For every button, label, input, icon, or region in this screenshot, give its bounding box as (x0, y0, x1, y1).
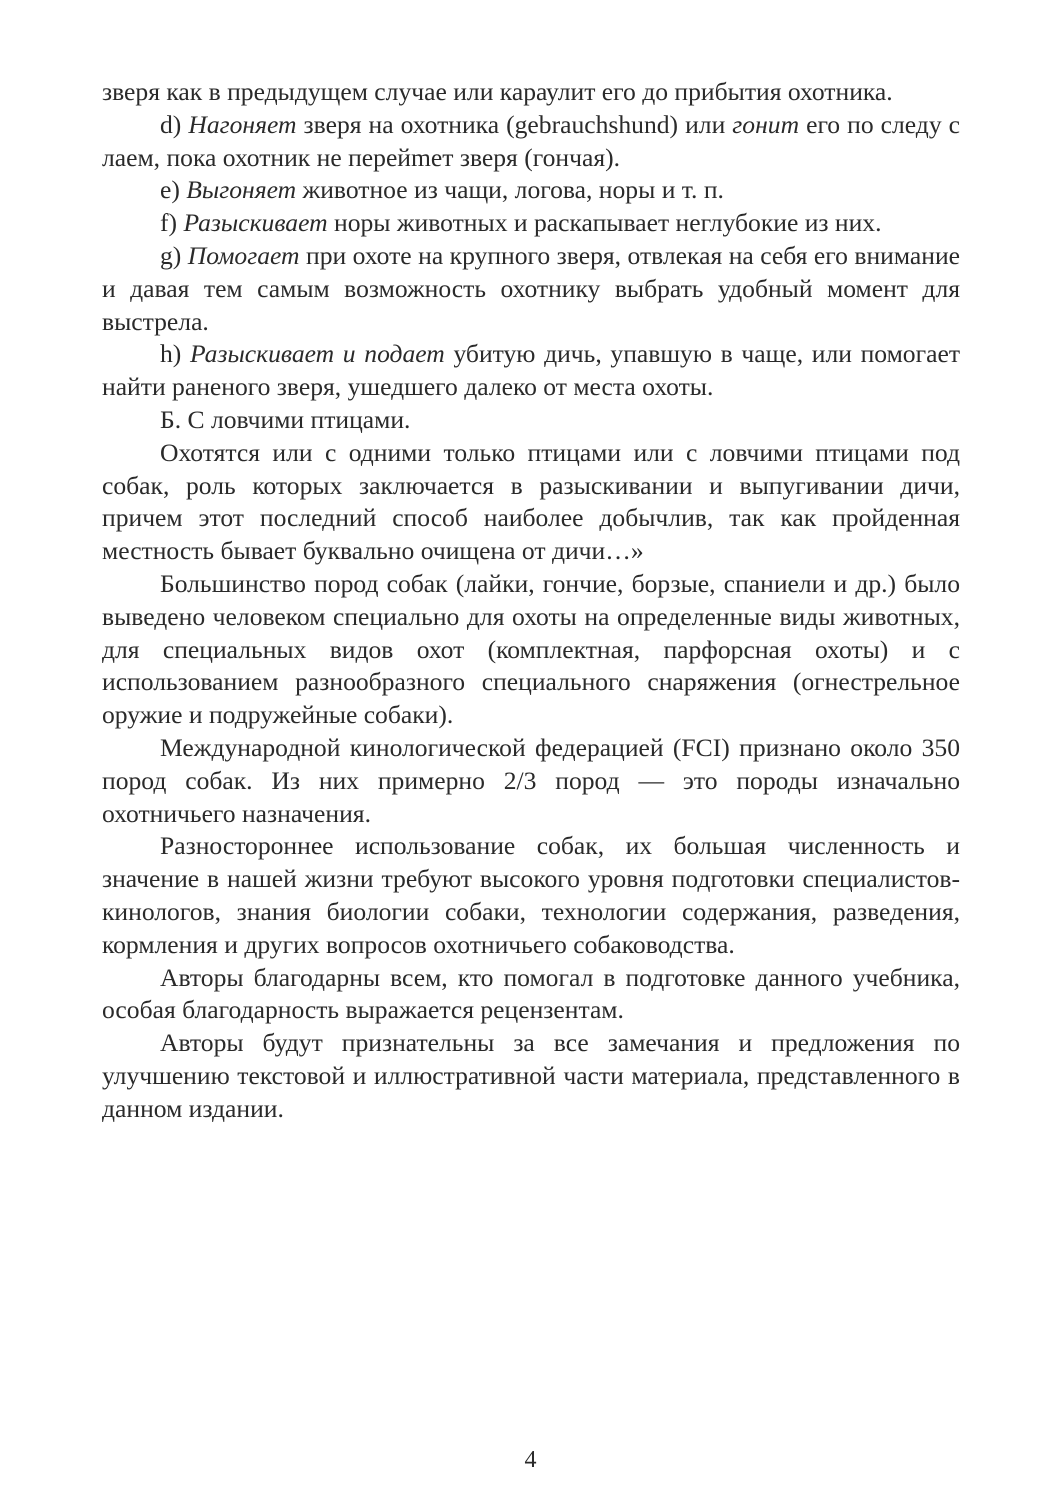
paragraph-text: животное из чащи, логова, норы и т. п. (296, 175, 724, 205)
paragraph-text: зверя как в предыдущем случае или караулит его до прибытия охотника. (102, 77, 893, 106)
list-marker: h) (160, 339, 190, 369)
paragraph-text: убитую дичь, упавшую в чаще, или помогает найти раненого зверя, ушедшего далеко от места охоты. (102, 339, 961, 402)
document-body (102, 76, 960, 1126)
paragraph (102, 568, 960, 732)
paragraph-text: Международной кинологической федерацией (FCI) признано около 350 пород собак. Из них примерно 2/3 пород — это породы изначально охотничьего назначения. (102, 732, 960, 828)
emphasis-text: Разыскивает (183, 208, 328, 238)
list-marker: d) (160, 109, 189, 139)
paragraph-continuation (102, 76, 960, 109)
paragraph-text: его по следу с лаем, пока охотник не перейmет зверя (гончая). (102, 109, 961, 172)
paragraph-list-item-f (102, 207, 960, 240)
emphasis-text: Помогает (187, 240, 300, 270)
emphasis-text: гонит (732, 109, 800, 139)
paragraph-text: при охоте на крупного зверя, отвлекая на себя его внимание и давая тем самым возможность охотнику выбрать удобный момент для выстрела. (102, 240, 960, 336)
emphasis-text: Выгоняет (186, 175, 297, 205)
paragraph-text: Разностороннее использование собак, их большая численность и значение в нашей жизни требуют высокого уровня подготовки специалистов-кинологов, знания биологии собаки, технологии содержания, разведения, кормления и других вопросов охотничьего собаководства. (102, 831, 960, 959)
paragraph-text: Большинство пород собак (лайки, гончие, борзые, спаниели и др.) было выведено человеком специально для охоты на определенные виды животных, для специальных видов охот (комплектная, парфорсная охоты) и с использованием разнообразного специального снаряжения (огнестрельное оружие и подружейные собаки). (102, 568, 960, 730)
paragraph (102, 962, 960, 1028)
page-number: 4 (524, 1447, 537, 1473)
paragraph-list-item-h (102, 338, 960, 404)
emphasis-text: Разыскивает и подает (190, 339, 445, 369)
list-marker: g) (160, 240, 188, 270)
paragraph (102, 732, 960, 830)
paragraph (102, 830, 960, 961)
paragraph-list-item-d (102, 109, 960, 175)
paragraph-text: Авторы будут признательны за все замечания и предложения по улучшению текстовой и иллюстративной части материала, представленного в данном издании. (102, 1028, 960, 1123)
paragraph-list-item-e (102, 174, 960, 207)
paragraph-text: Охотятся или с одними только птицами или с ловчими птицами под собак, роль которых заключается в разыскивании и выпугивании дичи, причем этот последний способ наиболее добычлив, так как пройденная местность бывает буквально очищена от дичи…» (102, 437, 960, 566)
list-marker: f) (160, 208, 184, 238)
paragraph (102, 1027, 960, 1125)
paragraph-text: Авторы благодарны всем, кто помогал в подготовке данного учебника, особая благодарность выражается рецензентам. (102, 962, 960, 1025)
paragraph-text: норы животных и раскапывает неглубокие из них. (327, 208, 882, 238)
paragraph (102, 437, 960, 568)
list-marker: e) (160, 175, 187, 205)
paragraph-section-b (102, 404, 960, 437)
emphasis-text: Нагоняет (188, 109, 297, 139)
paragraph-text: зверя на охотника (gebrauchshund) или (296, 109, 733, 139)
paragraph-list-item-g (102, 240, 960, 338)
paragraph-text: Б. С ловчими птицами. (160, 404, 411, 434)
